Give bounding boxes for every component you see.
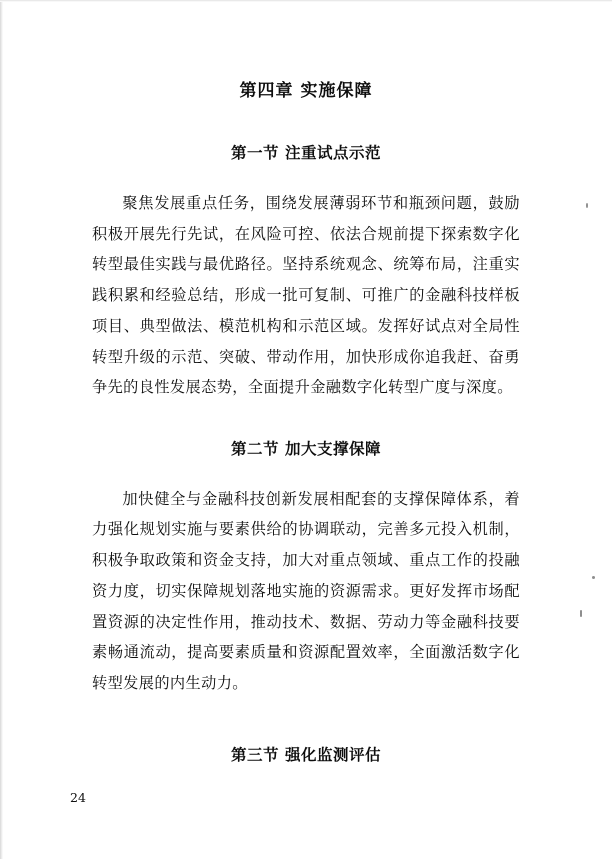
section-title-2: 第二节 加大支撑保障 (231, 438, 381, 458)
section-title-3: 第三节 强化监测评估 (231, 744, 381, 764)
section-2-paragraph-1: 加快健全与金融科技创新发展相配套的支撑保障体系，着力强化规划实施与要素供给的协调联动，完善多元投入机制，积极争取政策和资金支持，加大对重点领域、重点工作的投融资力度，切实保障规划落地实施的资源需求。更好发挥市场配置资源的决定性作用，推动技术、数据、劳动力等金融科技要素畅通流动，提高要素质量和资源配置效率，全面激活数字化转型发展的内生动力。 (92, 489, 520, 692)
page-number: 24 (70, 790, 86, 805)
page-content (92, 0, 520, 767)
scan-speck-icon (580, 610, 582, 617)
section-title-1: 第一节 注重试点示范 (231, 143, 381, 163)
section-1-paragraph-1: 聚焦发展重点任务，围绕发展薄弱环节和瓶颈问题，鼓励积极开展先行先试，在风险可控、依法合规前提下探索数字化转型最佳实践与最优路径。坚持系统观念、统筹布局，注重实践积累和经验总结，形成一批可复制、可推广的金融科技样板项目、典型做法、模范机构和示范区域。发挥好试点对全局性转型升级的示范、突破、带动作用，加快形成你追我赶、奋勇争先的良性发展态势，全面提升金融数字化转型广度与深度。 (92, 193, 520, 397)
scan-speck-icon (586, 203, 588, 208)
chapter-title: 第四章 实施保障 (239, 81, 373, 101)
scan-speck-icon (592, 576, 595, 579)
scan-edge-left (0, 0, 3, 859)
